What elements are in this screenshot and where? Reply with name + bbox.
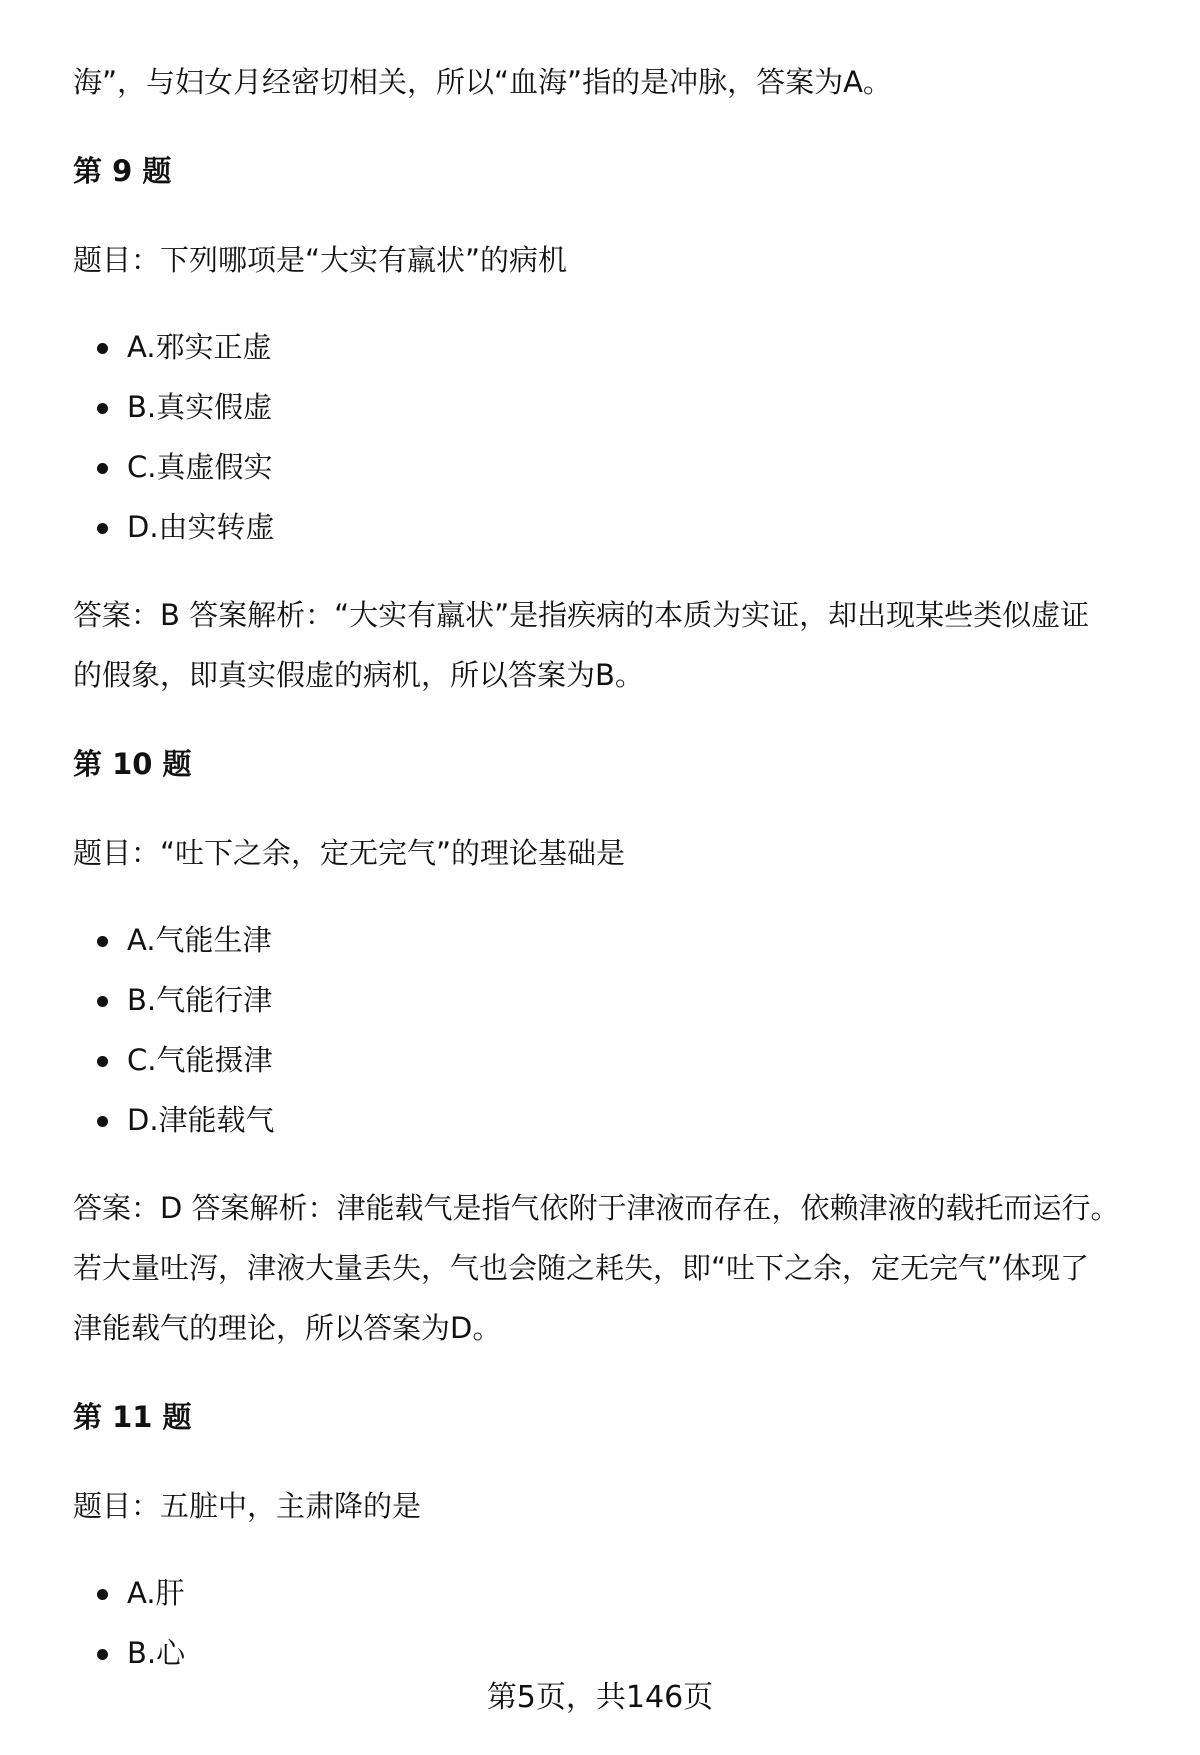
- bullet-icon: [97, 1649, 108, 1660]
- option-label: A.肝: [127, 1576, 185, 1610]
- question-heading: 第 9 题: [73, 154, 172, 188]
- option-label: D.津能载气: [127, 1103, 275, 1137]
- bullet-icon: [97, 403, 108, 414]
- spacer: [73, 794, 1153, 823]
- bullet-icon: [97, 1589, 108, 1600]
- spacer: [73, 290, 1153, 317]
- spacer: [73, 1358, 1153, 1387]
- question-text: 题目：下列哪项是“大实有羸状”的病机: [73, 243, 568, 277]
- document-content: [73, 52, 1153, 1683]
- option-list: [73, 317, 1153, 557]
- spacer: [73, 883, 1153, 910]
- bullet-icon: [97, 463, 108, 474]
- page-footer: 第5页，共146页: [486, 1680, 714, 1715]
- option-list: [73, 1563, 1153, 1683]
- answer-line: 津能载气的理论，所以答案为D。: [73, 1311, 502, 1345]
- answer-line: 答案：D 答案解析：津能载气是指气依附于津液而存在，依赖津液的载托而运行。: [73, 1191, 1120, 1225]
- question-heading: 第 10 题: [73, 747, 192, 781]
- option-item: [97, 1563, 1153, 1623]
- answer-line: 若大量吐泻，津液大量丢失，气也会随之耗失，即“吐下之余，定无完气”体现了: [73, 1251, 1090, 1285]
- spacer: [73, 557, 1153, 585]
- bullet-icon: [97, 996, 108, 1007]
- bullet-icon: [97, 343, 108, 354]
- bullet-icon: [97, 1056, 108, 1067]
- option-item: [97, 317, 1153, 377]
- answer-line: 的假象，即真实假虚的病机，所以答案为B。: [73, 658, 644, 692]
- bullet-icon: [97, 1116, 108, 1127]
- question-heading: 第 11 题: [73, 1400, 192, 1434]
- option-item: [97, 1030, 1153, 1090]
- spacer: [73, 112, 1153, 141]
- option-label: B.心: [127, 1636, 186, 1670]
- bullet-icon: [97, 523, 108, 534]
- option-label: B.真实假虚: [127, 390, 273, 424]
- option-label: C.真虚假实: [127, 450, 273, 484]
- option-list: [73, 910, 1153, 1150]
- option-item: [97, 970, 1153, 1030]
- option-item: [97, 377, 1153, 437]
- spacer: [73, 1150, 1153, 1178]
- question-text: 题目：五脏中，主肃降的是: [73, 1489, 422, 1523]
- spacer: [73, 1447, 1153, 1476]
- spacer: [73, 201, 1153, 230]
- option-item: [97, 910, 1153, 970]
- option-label: B.气能行津: [127, 983, 273, 1017]
- answer-line: 答案：B 答案解析：“大实有羸状”是指疾病的本质为实证，却出现某些类似虚证: [73, 598, 1090, 632]
- question-text: 题目：“吐下之余，定无完气”的理论基础是: [73, 836, 626, 870]
- bullet-icon: [97, 936, 108, 947]
- option-label: D.由实转虚: [127, 510, 275, 544]
- option-item: [97, 437, 1153, 497]
- option-label: A.邪实正虚: [127, 330, 272, 364]
- spacer: [73, 705, 1153, 734]
- option-item: [97, 497, 1153, 557]
- option-label: A.气能生津: [127, 923, 272, 957]
- spacer: [73, 1536, 1153, 1563]
- intro-text: 海”，与妇女月经密切相关，所以“血海”指的是冲脉，答案为A。: [73, 65, 892, 99]
- option-label: C.气能摄津: [127, 1043, 273, 1077]
- option-item: [97, 1090, 1153, 1150]
